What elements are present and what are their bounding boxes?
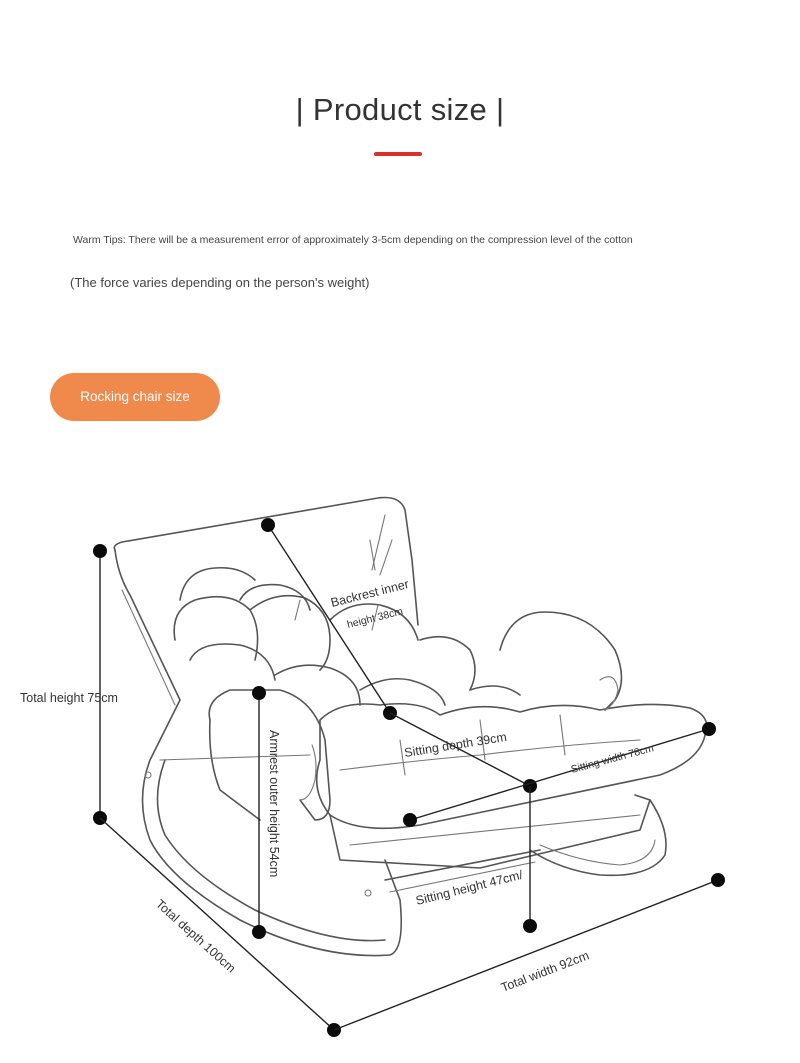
total-width-label: Total width 92cm xyxy=(499,948,592,995)
warm-tip-text: Warm Tips: There will be a measurement error of approximately 3-5cm depending on the compression level of the cotton xyxy=(73,234,633,246)
total-width-end-dot xyxy=(711,873,725,887)
dimension-labels xyxy=(20,577,655,995)
backrest-inner-label-line2: height 38cm xyxy=(345,605,405,631)
total-height-top-dot xyxy=(93,544,107,558)
backrest-top-dot xyxy=(261,518,275,532)
total-depth-label: Total depth 100cm xyxy=(152,896,239,976)
sitting-width-right-dot xyxy=(702,722,716,736)
force-note-text: (The force varies depending on the person's weight) xyxy=(70,275,370,290)
armrest-top-dot xyxy=(252,686,266,700)
armrest-outer-height-label: Armrest outer height 54cm xyxy=(267,730,281,878)
sitting-height-label: Sitting height 47cm/ xyxy=(414,867,525,908)
rocking-chair-size-badge: Rocking chair size xyxy=(50,373,220,421)
dimension-markers xyxy=(93,518,725,1037)
sitting-width-left-dot xyxy=(403,813,417,827)
sitting-height-bottom-dot xyxy=(523,919,537,933)
sitting-width-label: Sitting width 78cm xyxy=(569,742,656,776)
page-title: | Product size | xyxy=(295,92,505,127)
total-height-label: Total height 75cm xyxy=(20,691,118,705)
total-depth-line xyxy=(100,818,334,1030)
backrest-inner-label-line1: Backrest inner xyxy=(329,576,411,610)
armrest-bottom-dot xyxy=(252,925,266,939)
sitting-depth-label: Sitting depth 39cm xyxy=(403,729,508,760)
chair-illustration xyxy=(114,498,706,956)
